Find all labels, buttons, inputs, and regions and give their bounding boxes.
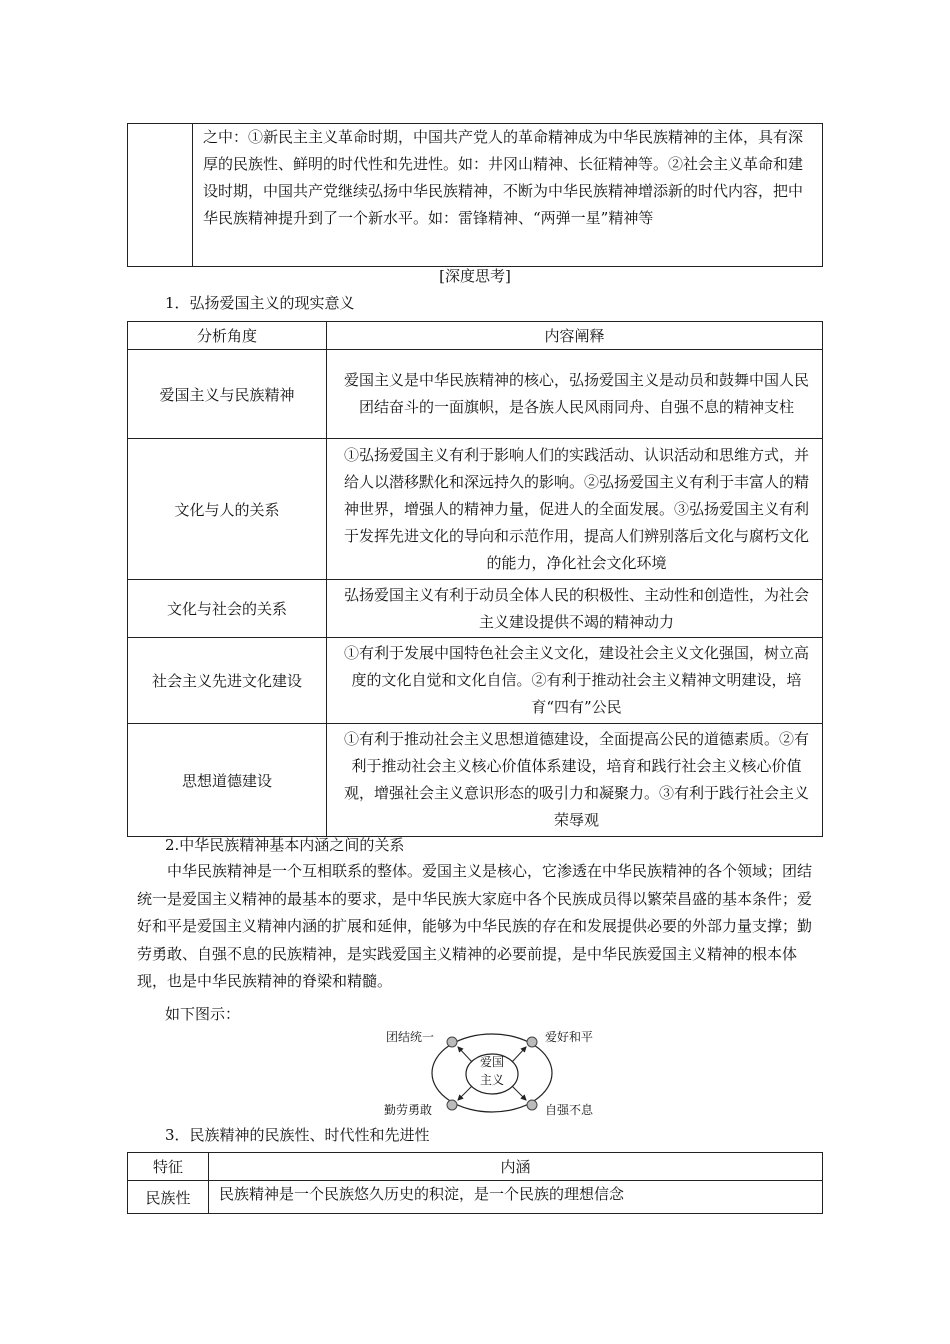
- section1-heading: 1．弘扬爱国主义的现实意义: [165, 294, 355, 312]
- row-aspect: 文化与人的关系: [128, 439, 327, 580]
- diagram-center-line2: 主义: [479, 1073, 504, 1087]
- row-aspect: 社会主义先进文化建设: [128, 638, 327, 724]
- arrow-top-right: [512, 1047, 526, 1062]
- node-top-left: [447, 1037, 457, 1047]
- node-top-right: [527, 1037, 537, 1047]
- row-content: 弘扬爱国主义有利于动员全体人民的积极性、主动性和创造性，为社会主义建设提供不竭的精神动力: [343, 585, 809, 631]
- row-meaning-cell: [209, 1181, 823, 1214]
- row-aspect: 思想道德建设: [128, 724, 327, 837]
- deep-thinking-label: [深度思考]: [439, 267, 511, 285]
- patriotism-table: [127, 321, 823, 837]
- spirit-diagram: [370, 1026, 630, 1122]
- section2-heading: 2.中华民族精神基本内涵之间的关系: [165, 836, 405, 854]
- row-feature: 民族性: [128, 1181, 209, 1214]
- row-aspect: 爱国主义与民族精神: [128, 350, 327, 439]
- row-content-cell: [327, 638, 823, 724]
- top-table: [127, 123, 823, 267]
- arrow-bottom-left: [458, 1086, 472, 1100]
- row-content-cell: [327, 724, 823, 837]
- top-table-content-cell: [193, 124, 823, 267]
- row-content: ①弘扬爱国主义有利于影响人们的实践活动、认识活动和思维方式，并给人以潜移默化和深远持久的影响。②弘扬爱国主义有利于丰富人的精神世界，增强人的精神力量，促进人的全面发展。③弘扬爱国主义有利于发挥先进文化的导向和示范作用，提高人们辨别落后文化与腐朽文化的能力，净化社会文化环境: [343, 445, 809, 572]
- diagram-top-right: 爱好和平: [545, 1030, 594, 1044]
- row-content: 爱国主义是中华民族精神的核心，弘扬爱国主义是动员和鼓舞中国人民团结奋斗的一面旗帜，是各族人民风雨同舟、自强不息的精神支柱: [343, 371, 809, 416]
- row-meaning: 民族精神是一个民族悠久历史的积淀，是一个民族的理想信念: [219, 1185, 625, 1203]
- col-header-aspect: 分析角度: [128, 322, 327, 350]
- features-table: [127, 1152, 823, 1214]
- row-content-cell: [327, 350, 823, 439]
- row-content-cell: [327, 439, 823, 580]
- node-bottom-left: [447, 1100, 457, 1110]
- figure-intro: 如下图示：: [165, 1005, 241, 1023]
- row-content: ①有利于发展中国特色社会主义文化，建设社会主义文化强国，树立高度的文化自觉和文化自信。②有利于推动社会主义精神文明建设，培育“四有”公民: [343, 644, 809, 716]
- col-header-meaning: 内涵: [209, 1153, 823, 1181]
- row-content: ①有利于推动社会主义思想道德建设，全面提高公民的道德素质。②有利于推动社会主义核心价值体系建设，培育和践行社会主义核心价值观，增强社会主义意识形态的吸引力和凝聚力。③有利于践行社会主义荣辱观: [343, 730, 809, 829]
- col-header-feature: 特征: [128, 1153, 209, 1181]
- section2-paragraph: 中华民族精神是一个互相联系的整体。爱国主义是核心，它渗透在中华民族精神的各个领域；团结统一是爱国主义精神的最基本的要求，是中华民族大家庭中各个民族成员得以繁荣昌盛的基本条件；爱好和平是爱国主义精神内涵的扩展和延伸，能够为中华民族的存在和发展提供必要的外部力量支撑；勤劳勇敢、自强不息的民族精神，是实践爱国主义精神的必要前提，是中华民族爱国主义精神的根本体现，也是中华民族精神的脊梁和精髓。: [137, 862, 813, 990]
- section3-heading: 3．民族精神的民族性、时代性和先进性: [165, 1126, 430, 1144]
- node-bottom-right: [527, 1100, 537, 1110]
- top-table-text: 之中：①新民主主义革命时期，中国共产党人的革命精神成为中华民族精神的主体，具有深厚的民族性、鲜明的时代性和先进性。如：井冈山精神、长征精神等。②社会主义革命和建设时期，中国共产党继续弘扬中华民族精神，不断为中华民族精神增添新的时代内容，把中华民族精神提升到了一个新水平。如：雷锋精神、“两弹一星”精神等: [203, 128, 804, 227]
- diagram-bottom-right: 自强不息: [545, 1103, 594, 1117]
- row-aspect: 文化与社会的关系: [128, 580, 327, 638]
- diagram-top-left: 团结统一: [386, 1030, 435, 1044]
- col-header-content: 内容阐释: [327, 322, 823, 350]
- top-table-left-cell: [128, 124, 193, 267]
- row-content-cell: [327, 580, 823, 638]
- arrow-bottom-right: [512, 1086, 526, 1100]
- diagram-bottom-left: 勤劳勇敢: [384, 1103, 433, 1117]
- diagram-center-line1: 爱国: [479, 1055, 504, 1069]
